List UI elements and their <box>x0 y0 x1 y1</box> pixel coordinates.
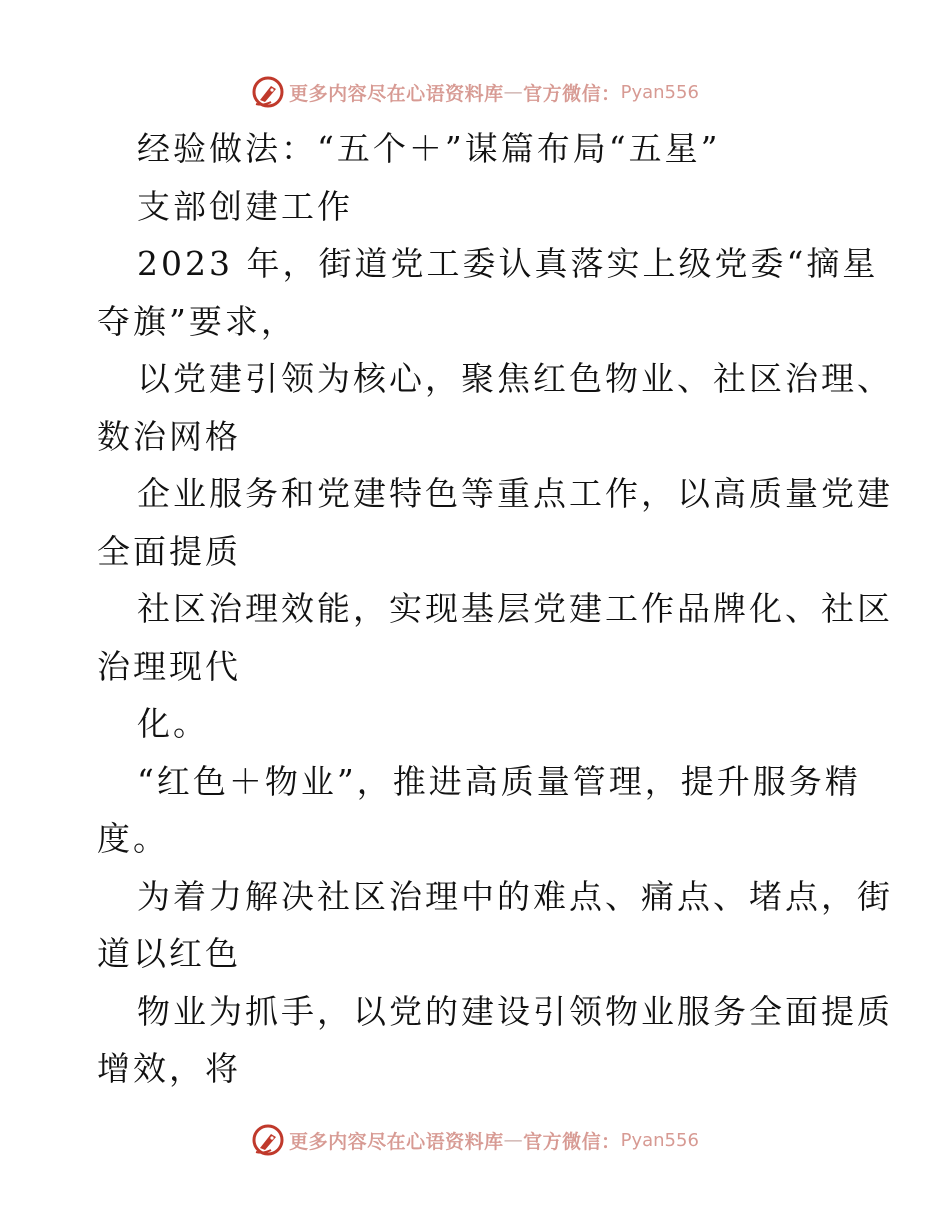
text-line: “红色＋物业”，推进高质量管理，提升服务精 <box>137 761 861 801</box>
watermark-wechat-label: 官方微信： <box>523 82 621 105</box>
text-line: 企业服务和党建特色等重点工作，以高质量党建 <box>137 474 893 513</box>
watermark-site-text: 更多内容尽在心语资料库 <box>289 1130 504 1153</box>
footer-watermark <box>0 1120 950 1160</box>
text-line: 化。 <box>137 704 209 743</box>
text-line: 经验做法：“五个＋”谋篇布局“五星” <box>137 129 721 168</box>
header-watermark <box>0 72 950 112</box>
text-line: 度。 <box>97 819 169 858</box>
text-line: 治理现代 <box>97 646 241 686</box>
watermark-wechat-id: Pyan556 <box>620 81 699 103</box>
pen-nib-logo-icon <box>251 75 285 109</box>
document-body <box>97 120 893 1098</box>
text-line: 道以红色 <box>97 934 241 973</box>
text-line: 为着力解决社区治理中的难点、痛点、堵点，街 <box>137 876 893 916</box>
watermark-dash: — <box>503 1129 524 1151</box>
text-line: 支部创建工作 <box>137 186 353 226</box>
text-line: 增效，将 <box>97 1049 241 1088</box>
text-line: 数治网格 <box>97 416 241 456</box>
text-line: 社区治理效能，实现基层党建工作品牌化、社区 <box>137 589 893 628</box>
text-line: 全面提质 <box>97 531 241 571</box>
watermark-site-text: 更多内容尽在心语资料库 <box>289 82 504 105</box>
pen-nib-logo-icon <box>251 1123 285 1157</box>
text-line: 以党建引领为核心，聚焦红色物业、社区治理、 <box>137 359 893 398</box>
text-line: 物业为抓手，以党的建设引领物业服务全面提质 <box>137 991 893 1031</box>
watermark-wechat-id: Pyan556 <box>620 1129 699 1151</box>
watermark-wechat-label: 官方微信： <box>523 1130 621 1153</box>
text-line: 夺旗”要求， <box>97 301 297 341</box>
text-line: 2023 年，街道党工委认真落实上级党委“摘星 <box>137 244 879 283</box>
watermark-dash: — <box>503 81 524 103</box>
